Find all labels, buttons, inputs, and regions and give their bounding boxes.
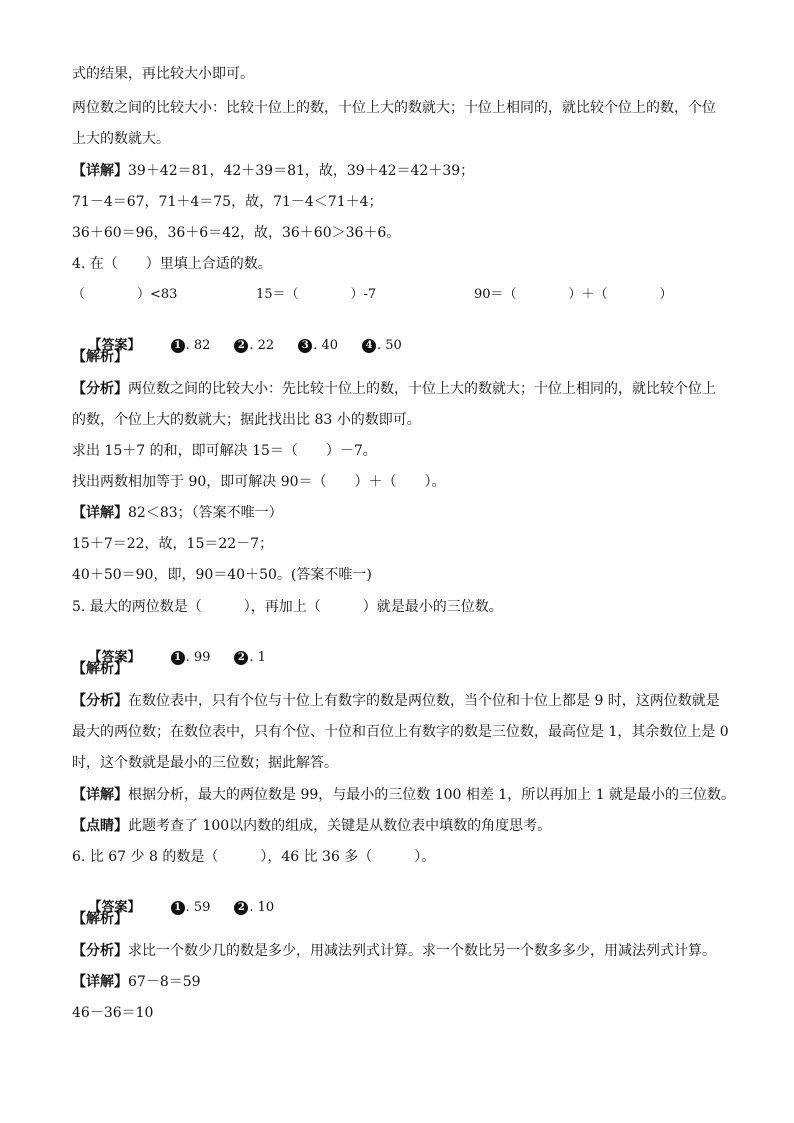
- dianjing-line: [72, 816, 551, 836]
- circled-number-icon: 1: [171, 339, 185, 353]
- analysis-tag: 【解析】: [72, 911, 128, 927]
- detail-line: [72, 503, 283, 523]
- fenxi-line: [72, 379, 716, 399]
- detail-line: [72, 161, 474, 181]
- answer-value: 1: [257, 650, 266, 665]
- text-line: 找出两数相加等于 90，即可解决 90＝（ ）＋（ ）。: [72, 474, 446, 490]
- text-line: 40＋50＝90，即，90＝40＋50。(答案不唯一): [72, 567, 372, 583]
- detail-text: 根据分析，最大的两位数是 99，与最小的三位数 100 相差 1，所以再加上 1 就是最小的三位数。: [128, 787, 736, 803]
- q4-answer-line: 【答案】 1 . 82 2 . 22 3 . 40 4 . 50: [88, 338, 402, 353]
- fenxi-text: 求比一个数少几的数是多少，用减法列式计算。求一个数比另一个数多多少，用减法列式计算。: [128, 943, 716, 959]
- fenxi-tag: 【分析】: [72, 693, 128, 709]
- circled-number-icon: 1: [171, 901, 185, 915]
- text-line: 式的结果，再比较大小即可。: [72, 66, 254, 82]
- circled-number-icon: 2: [234, 901, 248, 915]
- detail-tag: 【详解】: [72, 974, 128, 990]
- detail-text: 67－8＝59: [128, 974, 201, 990]
- text-line: 两位数之间的比较大小：比较十位上的数，十位上大的数就大；十位上相同的，就比较个位上的数，个位: [72, 100, 716, 116]
- answer-value: 99: [193, 650, 211, 665]
- circled-number-icon: 3: [298, 339, 312, 353]
- text-line: 71－4＝67，71＋4＝75，故，71－4＜71＋4；: [72, 194, 383, 210]
- analysis-tag: 【解析】: [72, 349, 128, 365]
- circled-number-icon: 4: [362, 339, 376, 353]
- answer-value: 59: [193, 900, 211, 915]
- q4-blank-1: （ ）<83: [72, 287, 178, 302]
- detail-text: 82＜83；（答案不唯一）: [128, 505, 283, 521]
- analysis-heading: [72, 347, 128, 367]
- fenxi-line: [72, 941, 716, 961]
- circled-number-icon: 1: [171, 651, 185, 665]
- analysis-tag: 【解析】: [72, 661, 128, 677]
- text-line: 的数，个位上大的数就大；据此找出比 83 小的数即可。: [72, 412, 421, 428]
- answer-value: 22: [257, 338, 275, 353]
- dianjing-tag: 【点睛】: [72, 818, 128, 834]
- fenxi-tag: 【分析】: [72, 381, 128, 397]
- answer-value: 10: [257, 900, 275, 915]
- detail-line: [72, 785, 735, 805]
- circled-number-icon: 2: [234, 651, 248, 665]
- fenxi-text: 两位数之间的比较大小：先比较十位上的数，十位上大的数就大；十位上相同的，就比较个位上: [128, 381, 716, 397]
- text-line: 最大的两位数；在数位表中，只有个位、十位和百位上有数字的数是三位数，最高位是 1，其余数位上是 0: [72, 724, 729, 740]
- answer-value: 82: [193, 338, 211, 353]
- answer-tag: 【答案】: [88, 338, 141, 353]
- circled-number-icon: 2: [234, 339, 248, 353]
- q4-blank-2: 15＝（ ）-7: [256, 287, 377, 302]
- detail-line: [72, 972, 201, 992]
- analysis-heading: [72, 659, 128, 679]
- detail-text: 39＋42＝81，42＋39＝81，故，39＋42＝42＋39；: [128, 163, 475, 179]
- question-5: 5. 最大的两位数是（ ），再加上（ ）就是最小的三位数。: [72, 599, 503, 615]
- q6-answer-line: 【答案】 1 . 59 2 . 10: [88, 900, 275, 915]
- analysis-heading: [72, 909, 128, 929]
- detail-tag: 【详解】: [72, 163, 128, 179]
- answer-tag: 【答案】: [88, 650, 141, 665]
- text-line: 上大的数就大。: [72, 131, 170, 147]
- text-line: 求出 15＋7 的和，即可解决 15＝（ ）－7。: [72, 443, 377, 459]
- answer-value: 40: [321, 338, 338, 353]
- text-line: 15＋7＝22，故，15＝22－7；: [72, 536, 274, 552]
- answer-value: 50: [385, 338, 402, 353]
- q5-answer-line: 【答案】 1 . 99 2 . 1: [88, 650, 266, 665]
- answer-tag: 【答案】: [88, 900, 141, 915]
- text-line: 时，这个数就是最小的三位数；据此解答。: [72, 755, 338, 771]
- q4-blank-3: 90＝（ ）＋（ ）: [474, 287, 673, 302]
- question-6: 6. 比 67 少 8 的数是（ ），46 比 36 多（ ）。: [72, 849, 436, 865]
- fenxi-tag: 【分析】: [72, 943, 128, 959]
- question-4: 4. 在（ ）里填上合适的数。: [72, 256, 272, 272]
- detail-tag: 【详解】: [72, 787, 128, 803]
- text-line: 36＋60＝96，36＋6＝42，故，36＋60＞36＋6。: [72, 225, 401, 241]
- text-line: 46－36＝10: [72, 1005, 154, 1021]
- fenxi-text: 在数位表中，只有个位与十位上有数字的数是两位数，当个位和十位上都是 9 时，这两位数就是: [128, 693, 720, 709]
- fenxi-line: [72, 691, 720, 711]
- dianjing-text: 此题考查了 100以内数的组成，关键是从数位表中填数的角度思考。: [128, 818, 552, 834]
- detail-tag: 【详解】: [72, 505, 128, 521]
